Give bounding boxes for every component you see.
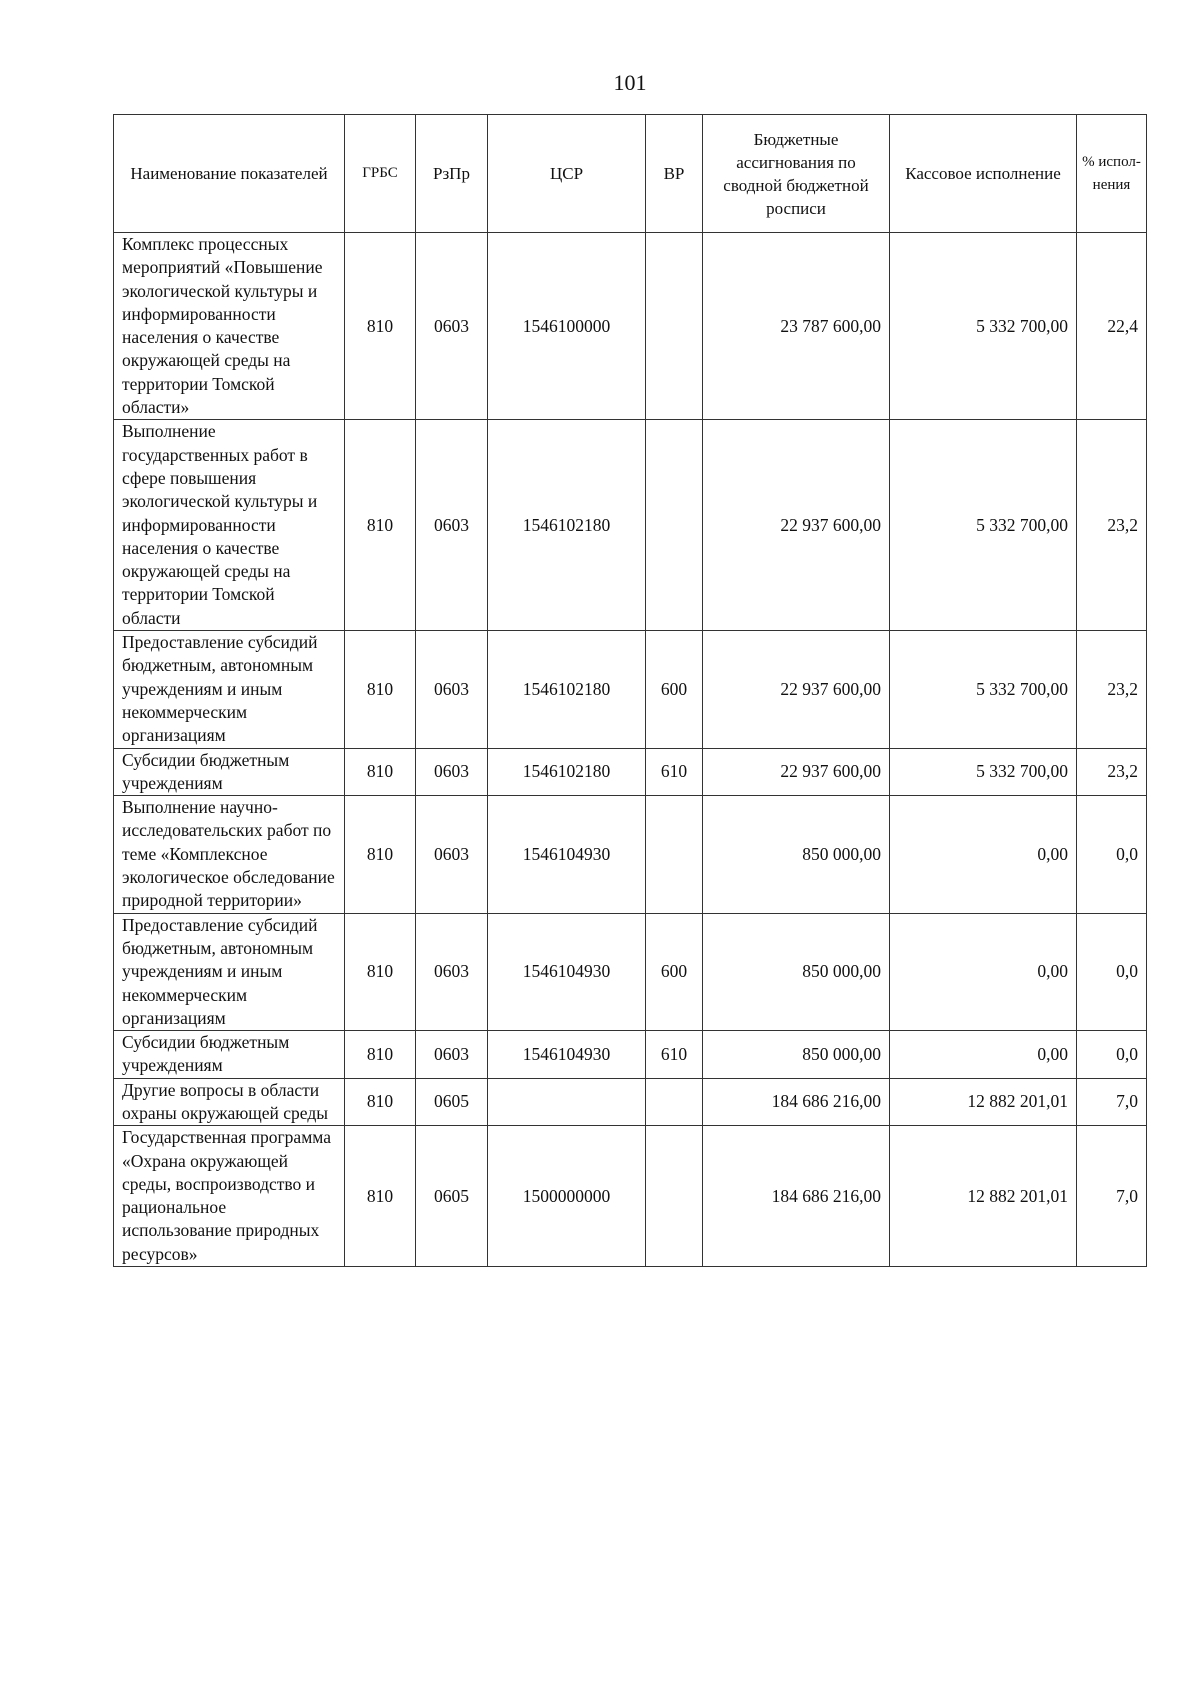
header-name: Наименование показателей	[114, 115, 345, 233]
row-budget: 850 000,00	[703, 796, 890, 913]
table-row	[114, 1078, 1147, 1126]
table-row	[114, 1126, 1147, 1267]
row-rzpr: 0603	[416, 748, 488, 796]
row-budget: 22 937 600,00	[703, 420, 890, 631]
row-pct: 23,2	[1077, 420, 1147, 631]
row-csr: 1546104930	[488, 1031, 646, 1079]
row-rzpr: 0605	[416, 1078, 488, 1126]
row-budget: 850 000,00	[703, 913, 890, 1030]
row-name: Субсидии бюджетным учреждениям	[114, 1031, 345, 1079]
row-budget: 184 686 216,00	[703, 1078, 890, 1126]
row-name: Выполнение государственных работ в сфере повышения экологической культуры и информированности населения о качестве окружающей среды на территории Томской области	[114, 420, 345, 631]
row-csr: 1546104930	[488, 913, 646, 1030]
row-vr: 610	[646, 748, 703, 796]
header-vr: ВР	[646, 115, 703, 233]
row-name: Другие вопросы в области охраны окружающей среды	[114, 1078, 345, 1126]
row-pct: 0,0	[1077, 796, 1147, 913]
row-pct: 0,0	[1077, 913, 1147, 1030]
row-vr	[646, 796, 703, 913]
row-csr: 1546102180	[488, 420, 646, 631]
table-row	[114, 420, 1147, 631]
row-cash: 5 332 700,00	[890, 233, 1077, 420]
header-cash: Кассовое исполнение	[890, 115, 1077, 233]
row-rzpr: 0603	[416, 1031, 488, 1079]
row-grbs: 810	[345, 913, 416, 1030]
row-rzpr: 0603	[416, 420, 488, 631]
header-pct: % испол-нения	[1077, 115, 1147, 233]
row-grbs: 810	[345, 1078, 416, 1126]
row-budget: 22 937 600,00	[703, 631, 890, 748]
table-row	[114, 631, 1147, 748]
row-grbs: 810	[345, 1126, 416, 1267]
row-vr	[646, 233, 703, 420]
row-name: Предоставление субсидий бюджетным, автономным учреждениям и иным некоммерческим организациям	[114, 631, 345, 748]
row-name: Субсидии бюджетным учреждениям	[114, 748, 345, 796]
row-vr: 610	[646, 1031, 703, 1079]
row-rzpr: 0605	[416, 1126, 488, 1267]
row-grbs: 810	[345, 420, 416, 631]
row-cash: 5 332 700,00	[890, 420, 1077, 631]
row-name: Комплекс процессных мероприятий «Повышение экологической культуры и информированности населения о качестве окружающей среды на территории Томской области»	[114, 233, 345, 420]
row-grbs: 810	[345, 631, 416, 748]
row-grbs: 810	[345, 796, 416, 913]
row-name: Предоставление субсидий бюджетным, автономным учреждениям и иным некоммерческим организациям	[114, 913, 345, 1030]
table-row	[114, 233, 1147, 420]
row-csr: 1546102180	[488, 748, 646, 796]
row-rzpr: 0603	[416, 913, 488, 1030]
row-cash: 0,00	[890, 913, 1077, 1030]
row-pct: 7,0	[1077, 1078, 1147, 1126]
page-number: 101	[613, 70, 647, 95]
row-name: Выполнение научно-исследовательских работ по теме «Комплексное экологическое обследование природной территории»	[114, 796, 345, 913]
row-vr	[646, 1126, 703, 1267]
header-budget: Бюджетные ассигнования по сводной бюджетной росписи	[703, 115, 890, 233]
row-budget: 22 937 600,00	[703, 748, 890, 796]
row-budget: 23 787 600,00	[703, 233, 890, 420]
budget-table	[113, 114, 1147, 1267]
table-body	[114, 233, 1147, 1267]
row-budget: 850 000,00	[703, 1031, 890, 1079]
table-row	[114, 913, 1147, 1030]
row-vr: 600	[646, 913, 703, 1030]
row-grbs: 810	[345, 748, 416, 796]
header-row	[114, 115, 1147, 233]
row-vr	[646, 1078, 703, 1126]
row-cash: 12 882 201,01	[890, 1126, 1077, 1267]
table-row	[114, 1031, 1147, 1079]
row-cash: 5 332 700,00	[890, 748, 1077, 796]
row-name: Государственная программа «Охрана окружающей среды, воспроизводство и рациональное использование природных ресурсов»	[114, 1126, 345, 1267]
row-pct: 22,4	[1077, 233, 1147, 420]
row-vr: 600	[646, 631, 703, 748]
row-budget: 184 686 216,00	[703, 1126, 890, 1267]
row-grbs: 810	[345, 233, 416, 420]
row-rzpr: 0603	[416, 631, 488, 748]
row-csr: 1500000000	[488, 1126, 646, 1267]
row-pct: 23,2	[1077, 631, 1147, 748]
row-cash: 5 332 700,00	[890, 631, 1077, 748]
row-pct: 7,0	[1077, 1126, 1147, 1267]
table-row	[114, 796, 1147, 913]
row-cash: 0,00	[890, 796, 1077, 913]
row-csr	[488, 1078, 646, 1126]
header-rzpr: РзПр	[416, 115, 488, 233]
header-grbs: ГРБС	[345, 115, 416, 233]
row-csr: 1546102180	[488, 631, 646, 748]
row-rzpr: 0603	[416, 796, 488, 913]
row-pct: 0,0	[1077, 1031, 1147, 1079]
row-csr: 1546104930	[488, 796, 646, 913]
row-csr: 1546100000	[488, 233, 646, 420]
row-pct: 23,2	[1077, 748, 1147, 796]
row-vr	[646, 420, 703, 631]
row-cash: 12 882 201,01	[890, 1078, 1077, 1126]
header-csr: ЦСР	[488, 115, 646, 233]
row-grbs: 810	[345, 1031, 416, 1079]
row-cash: 0,00	[890, 1031, 1077, 1079]
table-row	[114, 748, 1147, 796]
row-rzpr: 0603	[416, 233, 488, 420]
